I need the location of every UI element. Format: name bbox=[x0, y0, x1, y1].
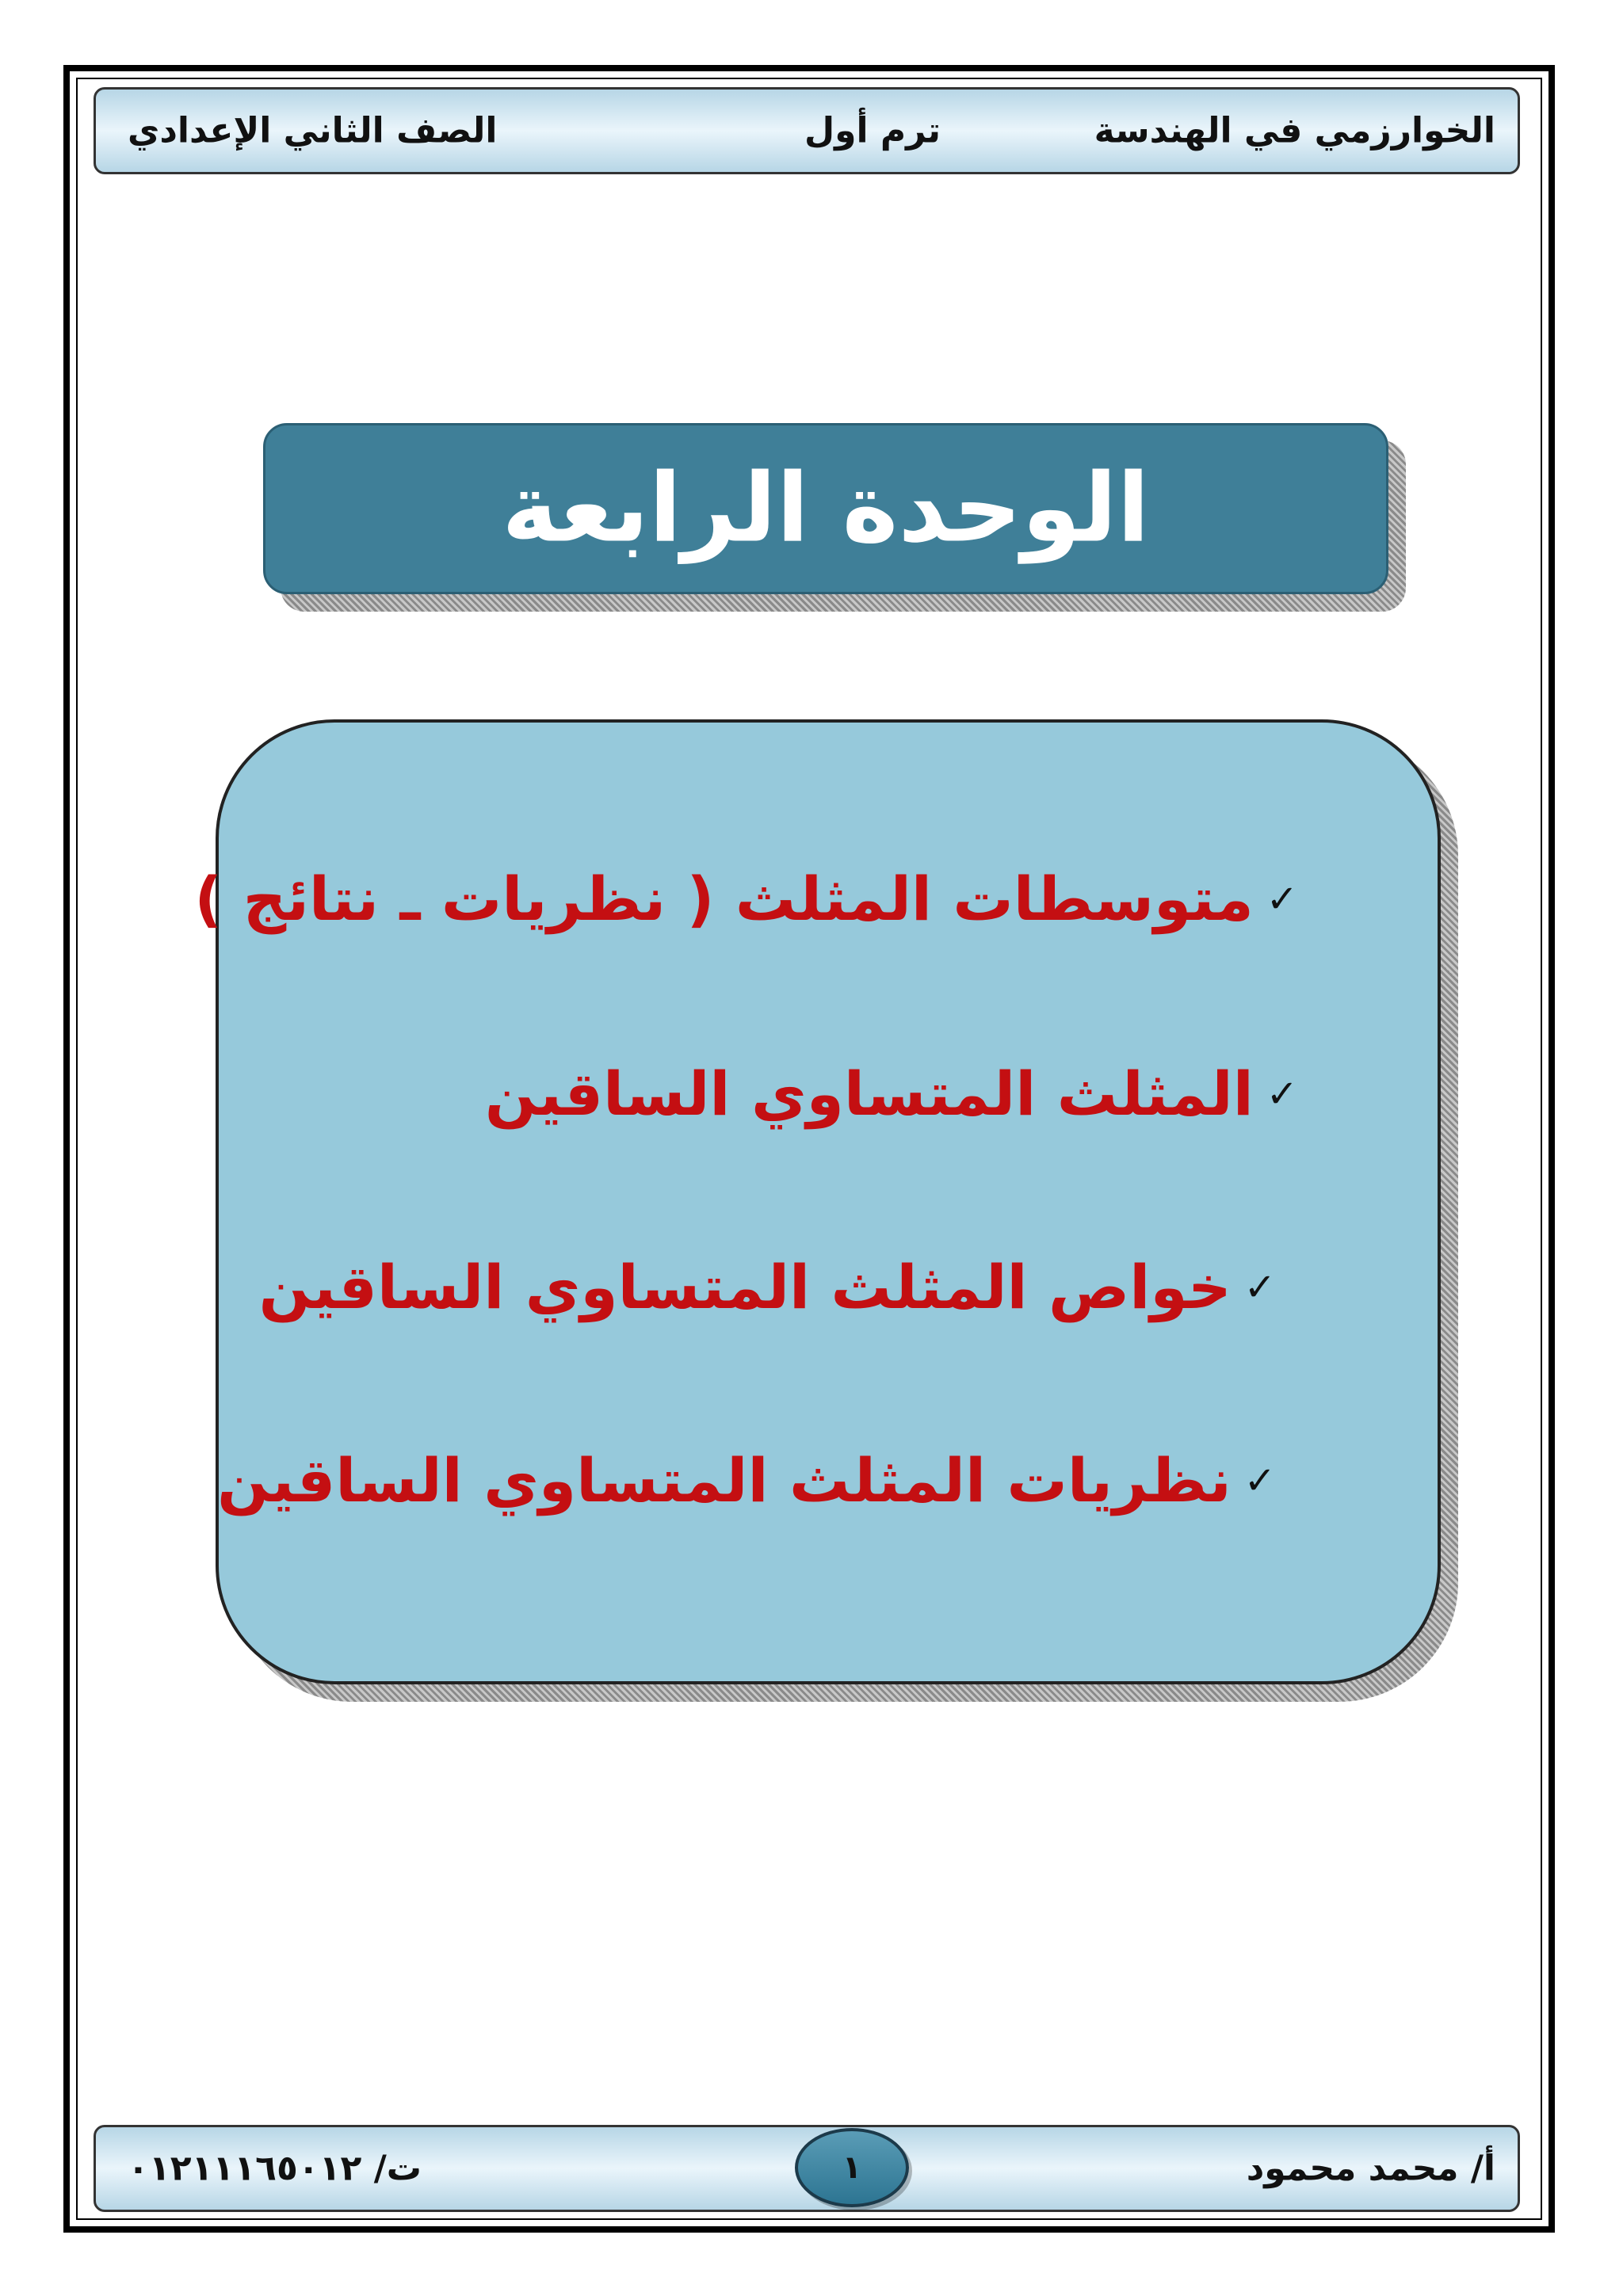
footer-phone: ت/ ٠١٢١١١٦٥٠١٢ bbox=[128, 2148, 422, 2189]
topic-item bbox=[485, 1058, 1298, 1129]
topic-label: نظريات المثلث المتساوي الساقين bbox=[217, 1445, 1232, 1516]
header-grade: الصف الثاني الإعدادي bbox=[128, 110, 498, 151]
checkmark-icon: ✓ bbox=[1266, 1071, 1298, 1116]
unit-title-box bbox=[263, 423, 1388, 594]
topic-label: خواص المثلث المتساوي الساقين bbox=[258, 1252, 1232, 1322]
page-number-badge bbox=[795, 2128, 909, 2207]
topic-item bbox=[259, 1252, 1276, 1322]
header-term: ترم أول bbox=[804, 110, 941, 151]
topic-label: المثلث المتساوي الساقين bbox=[484, 1058, 1254, 1129]
header-band bbox=[94, 87, 1520, 174]
footer-author: أ/ محمد محمود bbox=[1246, 2148, 1495, 2189]
header-subject: الخوارزمي في الهندسة bbox=[1094, 110, 1495, 151]
topic-label: متوسطات المثلث ( نظريات ـ نتائج ) bbox=[194, 864, 1254, 934]
topic-item bbox=[194, 864, 1298, 934]
page-number: ١ bbox=[842, 2149, 862, 2186]
topic-item bbox=[217, 1445, 1276, 1516]
checkmark-icon: ✓ bbox=[1243, 1458, 1276, 1503]
checkmark-icon: ✓ bbox=[1266, 876, 1298, 921]
unit-title: الوحدة الرابعة bbox=[502, 453, 1150, 564]
checkmark-icon: ✓ bbox=[1243, 1264, 1276, 1310]
